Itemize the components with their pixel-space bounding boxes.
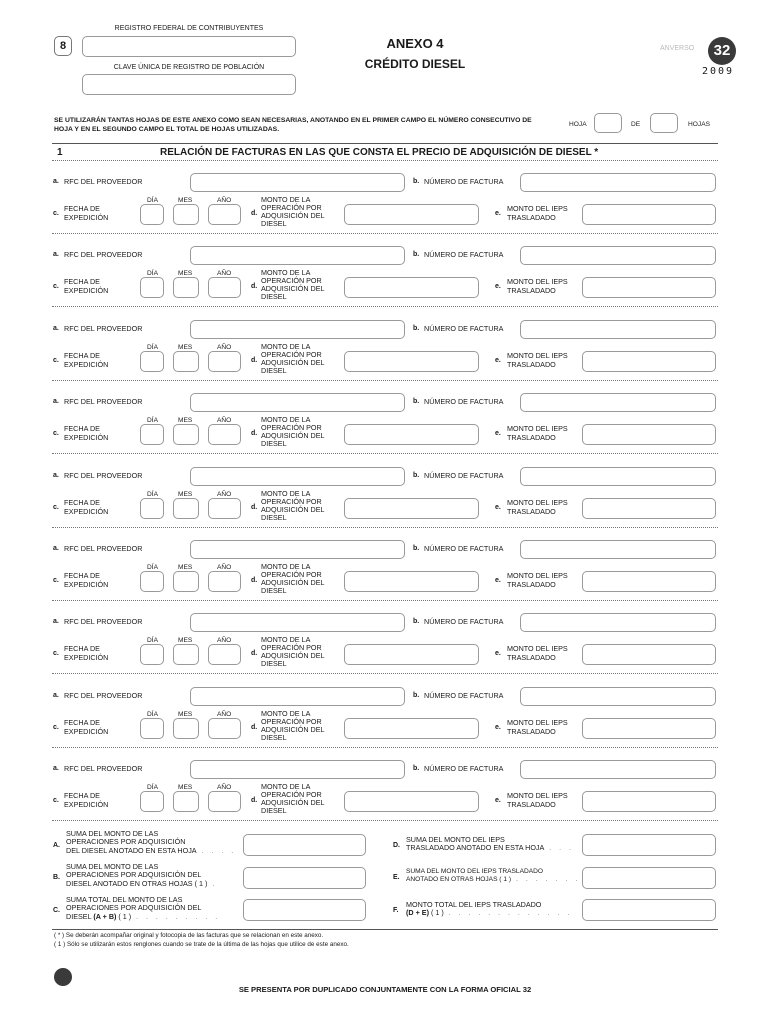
anio-label: AÑO xyxy=(217,710,232,718)
mes-input[interactable] xyxy=(173,718,199,739)
record-separator xyxy=(52,600,718,601)
record-separator xyxy=(52,747,718,748)
rfc-proveedor-input[interactable] xyxy=(190,687,405,706)
dia-input[interactable] xyxy=(140,498,164,519)
fecha-letter: c. xyxy=(53,283,59,291)
monto-label-4: DIESEL xyxy=(261,439,287,449)
dia-input[interactable] xyxy=(140,351,164,372)
numero-factura-input[interactable] xyxy=(520,540,716,559)
rfc-letter: a. xyxy=(53,251,59,259)
record-separator xyxy=(52,820,718,821)
ieps-label-1: MONTO DEL IEPS xyxy=(507,277,568,287)
numero-factura-label: NÚMERO DE FACTURA xyxy=(424,397,504,407)
ieps-label-1: MONTO DEL IEPS xyxy=(507,717,568,727)
rfc-letter: a. xyxy=(53,765,59,773)
form-number-badge: 8 xyxy=(54,36,72,56)
fecha-label-1: FECHA DE xyxy=(64,497,100,507)
monto-label-4: DIESEL xyxy=(261,292,287,302)
numero-factura-label: NÚMERO DE FACTURA xyxy=(424,544,504,553)
rfc-letter: a. xyxy=(53,324,59,332)
monto-label-3: ADQUISICIÓN DEL xyxy=(261,431,325,441)
monto-label-2: OPERACIÓN POR xyxy=(261,203,322,212)
monto-label-4: DIESEL xyxy=(261,732,287,742)
monto-letter: d. xyxy=(251,797,258,805)
monto-operacion-input[interactable] xyxy=(344,424,479,445)
ieps-letter: e. xyxy=(495,210,501,217)
anverso-label: ANVERSO xyxy=(660,45,695,52)
dia-label: DÍA xyxy=(147,490,158,498)
numero-factura-label: NÚMERO DE FACTURA xyxy=(424,470,504,480)
total-a-label xyxy=(66,830,236,856)
ieps-label-2: TRASLADADO xyxy=(507,286,556,296)
anio-input[interactable] xyxy=(208,498,241,519)
total-f-letter: F. xyxy=(393,907,399,914)
instructions-text: SE UTILIZARÁN TANTAS HOJAS DE ESTE ANEXO COMO SEAN NECESARIAS, ANOTANDO EN EL PRIMER CAMPO EL NÚMERO CONSECUTIVO DE HOJA Y EN EL SEGUNDO CAMPO EL TOTAL DE HOJAS UTILIZADAS. xyxy=(54,117,532,133)
rfc-proveedor-input[interactable] xyxy=(190,540,405,559)
dia-input[interactable] xyxy=(140,424,164,445)
monto-label-1: MONTO DE LA xyxy=(261,415,311,425)
dia-label: DÍA xyxy=(147,197,158,204)
fecha-label-2: EXPEDICIÓN xyxy=(64,359,109,369)
monto-label-2: OPERACIÓN POR xyxy=(261,790,322,800)
record-separator xyxy=(52,233,718,234)
dia-label: DÍA xyxy=(147,417,158,425)
fecha-label-1: FECHA DE xyxy=(64,644,100,654)
curp-label: CLAVE ÚNICA DE REGISTRO DE POBLACIÓN xyxy=(113,64,265,71)
monto-label-4: DIESEL xyxy=(261,512,287,522)
total-c-line1: SUMA TOTAL DEL MONTO DE LAS xyxy=(66,895,183,904)
mes-input[interactable] xyxy=(173,791,199,812)
total-d-letter: D. xyxy=(393,842,400,849)
mes-input[interactable] xyxy=(173,424,199,445)
numero-factura-input[interactable] xyxy=(520,467,716,486)
mes-input[interactable] xyxy=(173,571,199,592)
ieps-label-1: MONTO DEL IEPS xyxy=(507,204,568,213)
fecha-label-2: EXPEDICIÓN xyxy=(64,653,109,663)
monto-operacion-input[interactable] xyxy=(344,351,479,372)
mes-label: MES xyxy=(178,784,193,792)
monto-ieps-input[interactable] xyxy=(582,424,716,445)
monto-letter: d. xyxy=(251,577,258,584)
monto-label-3: ADQUISICIÓN DEL xyxy=(261,798,325,808)
monto-ieps-input[interactable] xyxy=(582,277,716,298)
fecha-letter: c. xyxy=(53,210,59,217)
ieps-letter: e. xyxy=(495,723,501,731)
monto-letter: d. xyxy=(251,430,258,438)
mes-label: MES xyxy=(178,710,193,718)
monto-label-1: MONTO DE LA xyxy=(261,635,311,645)
curp-input[interactable] xyxy=(82,74,296,95)
total-e-line2: ANOTADO EN OTRAS HOJAS ( 1 ) . . . . . . . xyxy=(406,876,581,883)
monto-operacion-input[interactable] xyxy=(344,718,479,739)
monto-label-3: ADQUISICIÓN DEL xyxy=(261,284,325,294)
monto-label-1: MONTO DE LA xyxy=(261,782,311,792)
monto-label-1: MONTO DE LA xyxy=(261,708,311,718)
factura-letter: b. xyxy=(413,398,420,406)
mes-label: MES xyxy=(178,637,193,645)
total-e-label xyxy=(406,868,580,884)
rfc-proveedor-label: RFC DEL PROVEEDOR xyxy=(64,323,143,333)
form-title: ANEXO 4 xyxy=(386,36,444,51)
monto-label-3: ADQUISICIÓN DEL xyxy=(261,651,325,661)
monto-operacion-input[interactable] xyxy=(344,204,479,225)
fecha-label-1: FECHA DE xyxy=(64,424,100,434)
monto-letter: d. xyxy=(251,723,258,731)
ieps-label-1: MONTO DEL IEPS xyxy=(507,424,568,434)
total-c-label xyxy=(66,896,220,922)
total-a-line2: OPERACIONES POR ADQUISICIÓN xyxy=(66,837,186,847)
anio-label: AÑO xyxy=(217,417,232,425)
total-f-label xyxy=(406,901,572,919)
dia-label: DÍA xyxy=(147,710,158,718)
monto-label-2: OPERACIÓN POR xyxy=(261,496,322,506)
monto-label-3: ADQUISICIÓN DEL xyxy=(261,211,325,220)
mes-input[interactable] xyxy=(173,498,199,519)
fecha-label-1: FECHA DE xyxy=(64,791,100,801)
ieps-letter: e. xyxy=(495,577,501,584)
total-d-label xyxy=(406,836,574,854)
section-title: RELACIÓN DE FACTURAS EN LAS QUE CONSTA EL PRECIO DE ADQUISICIÓN DE DIESEL * xyxy=(160,147,599,158)
anio-input[interactable] xyxy=(208,204,241,225)
monto-operacion-input[interactable] xyxy=(344,498,479,519)
section-top-rule xyxy=(52,143,718,144)
factura-letter: b. xyxy=(413,545,420,552)
monto-letter: d. xyxy=(251,283,258,291)
monto-letter: d. xyxy=(251,210,258,217)
monto-label-2: OPERACIÓN POR xyxy=(261,570,322,579)
anio-input[interactable] xyxy=(208,644,241,665)
numero-factura-label: NÚMERO DE FACTURA xyxy=(424,250,504,260)
total-b-line2: OPERACIONES POR ADQUISICIÓN DEL xyxy=(66,870,202,880)
rfc-proveedor-label: RFC DEL PROVEEDOR xyxy=(64,690,143,700)
ieps-label-1: MONTO DEL IEPS xyxy=(507,571,568,580)
numero-factura-label: NÚMERO DE FACTURA xyxy=(424,177,504,186)
rfc-proveedor-input[interactable] xyxy=(190,173,405,192)
dia-label: DÍA xyxy=(147,784,158,792)
mes-label: MES xyxy=(178,490,193,498)
record-separator xyxy=(52,306,718,307)
numero-factura-label: NÚMERO DE FACTURA xyxy=(424,764,504,774)
section-bottom-rule xyxy=(52,160,718,161)
anio-label: AÑO xyxy=(217,784,232,792)
total-e-line1: SUMA DEL MONTO DEL IEPS TRASLADADO xyxy=(406,868,544,875)
rfc-input[interactable] xyxy=(82,36,296,57)
monto-label-2: OPERACIÓN POR xyxy=(261,643,322,653)
anio-input[interactable] xyxy=(208,571,241,592)
rfc-letter: a. xyxy=(53,691,59,699)
monto-operacion-input[interactable] xyxy=(344,277,479,298)
monto-ieps-input[interactable] xyxy=(582,204,716,225)
numero-factura-input[interactable] xyxy=(520,613,716,632)
factura-letter: b. xyxy=(413,691,420,699)
numero-factura-input[interactable] xyxy=(520,393,716,412)
total-b-line3: DIESEL ANOTADO EN OTRAS HOJAS ( 1 ) . xyxy=(66,878,218,888)
section-number: 1 xyxy=(57,147,63,158)
ieps-label-1: MONTO DEL IEPS xyxy=(507,791,568,801)
ieps-label-2: TRASLADADO xyxy=(507,433,556,443)
mes-label: MES xyxy=(178,564,193,571)
total-f-line2: (D + E) ( 1 ) . . . . . . . . . . . . . xyxy=(406,908,573,918)
de-label: DE xyxy=(631,121,641,128)
monto-label-1: MONTO DE LA xyxy=(261,341,311,351)
total-b-line1: SUMA DEL MONTO DE LAS xyxy=(66,862,159,871)
factura-letter: b. xyxy=(413,178,420,185)
monto-ieps-input[interactable] xyxy=(582,718,716,739)
hoja-input[interactable] xyxy=(594,113,622,133)
fecha-label-2: EXPEDICIÓN xyxy=(64,213,109,222)
monto-ieps-input[interactable] xyxy=(582,351,716,372)
rfc-proveedor-input[interactable] xyxy=(190,467,405,486)
mes-label: MES xyxy=(178,197,193,204)
monto-label-2: OPERACIÓN POR xyxy=(261,276,322,286)
anio-label: AÑO xyxy=(217,637,232,645)
ieps-label-2: TRASLADADO xyxy=(507,653,556,663)
fecha-letter: c. xyxy=(53,503,59,511)
monto-label-3: ADQUISICIÓN DEL xyxy=(261,578,325,587)
anio-input[interactable] xyxy=(208,791,241,812)
monto-ieps-input[interactable] xyxy=(582,498,716,519)
monto-label-1: MONTO DE LA xyxy=(261,268,311,278)
monto-operacion-input[interactable] xyxy=(344,644,479,665)
fecha-label-1: FECHA DE xyxy=(64,350,100,360)
total-a-line3: DEL DIESEL ANOTADO EN ESTA HOJA . . . . xyxy=(66,845,237,855)
dia-label: DÍA xyxy=(147,637,158,645)
ieps-label-2: TRASLADADO xyxy=(507,580,556,589)
factura-letter: b. xyxy=(413,251,420,259)
total-c-line3: DIESEL (A + B) ( 1 ) . . . . . . . . . xyxy=(66,911,221,921)
rfc-proveedor-label: RFC DEL PROVEEDOR xyxy=(64,617,143,627)
total-d-line2: TRASLADADO ANOTADO EN ESTA HOJA . . . xyxy=(406,843,574,853)
monto-label-4: DIESEL xyxy=(261,659,287,669)
rfc-proveedor-input[interactable] xyxy=(190,613,405,632)
fecha-letter: c. xyxy=(53,577,59,584)
rfc-letter: a. xyxy=(53,178,59,185)
registration-mark xyxy=(54,968,72,986)
ieps-letter: e. xyxy=(495,283,501,291)
dia-input[interactable] xyxy=(140,571,164,592)
numero-factura-input[interactable] xyxy=(520,246,716,265)
rfc-label: REGISTRO FEDERAL DE CONTRIBUYENTES xyxy=(114,25,264,32)
factura-letter: b. xyxy=(413,471,420,479)
total-b-input[interactable] xyxy=(243,867,366,889)
mes-label: MES xyxy=(178,417,193,425)
anio-label: AÑO xyxy=(217,197,232,204)
mes-label: MES xyxy=(178,343,193,351)
rfc-proveedor-label: RFC DEL PROVEEDOR xyxy=(64,764,143,774)
ieps-label-2: TRASLADADO xyxy=(507,506,556,516)
monto-letter: d. xyxy=(251,356,258,364)
anio-label: AÑO xyxy=(217,564,232,571)
monto-label-2: OPERACIÓN POR xyxy=(261,349,322,359)
monto-label-1: MONTO DE LA xyxy=(261,562,311,571)
fecha-letter: c. xyxy=(53,356,59,364)
numero-factura-label: NÚMERO DE FACTURA xyxy=(424,690,504,700)
ieps-letter: e. xyxy=(495,356,501,364)
anio-label: AÑO xyxy=(217,343,232,351)
year-label: 2009 xyxy=(702,66,735,77)
record-separator xyxy=(52,527,718,528)
anio-input[interactable] xyxy=(208,351,241,372)
numero-factura-input[interactable] xyxy=(520,173,716,192)
fecha-letter: c. xyxy=(53,797,59,805)
monto-letter: d. xyxy=(251,650,258,658)
monto-label-3: ADQUISICIÓN DEL xyxy=(261,724,325,734)
factura-letter: b. xyxy=(413,765,420,773)
footnote-star: ( * ) Se deberán acompañar original y fotocopia de las facturas que se relacionan en este anexo. xyxy=(54,932,324,939)
anio-label: AÑO xyxy=(217,490,232,498)
factura-letter: b. xyxy=(413,618,420,626)
dia-input[interactable] xyxy=(140,718,164,739)
monto-label-4: DIESEL xyxy=(261,586,287,595)
fecha-label-2: EXPEDICIÓN xyxy=(64,433,109,443)
footer-text: SE PRESENTA POR DUPLICADO CONJUNTAMENTE CON LA FORMA OFICIAL 32 xyxy=(238,985,532,994)
footnote-one: ( 1 ) Sólo se utilizarán estos renglones cuando se trate de la última de las hojas que utilice de este anexo. xyxy=(54,941,349,948)
fecha-label-2: EXPEDICIÓN xyxy=(64,726,109,736)
monto-label-2: OPERACIÓN POR xyxy=(261,716,322,726)
ieps-letter: e. xyxy=(495,430,501,438)
total-e-letter: E. xyxy=(393,874,400,881)
numero-factura-label: NÚMERO DE FACTURA xyxy=(424,617,504,627)
total-f-input[interactable] xyxy=(582,899,716,921)
numero-factura-input[interactable] xyxy=(520,320,716,339)
rfc-letter: a. xyxy=(53,398,59,406)
monto-label-4: DIESEL xyxy=(261,806,287,816)
factura-letter: b. xyxy=(413,324,420,332)
totals-bottom-rule xyxy=(52,929,718,930)
monto-ieps-input[interactable] xyxy=(582,644,716,665)
monto-operacion-input[interactable] xyxy=(344,791,479,812)
total-c-letter: C. xyxy=(53,907,60,914)
total-c-line2: OPERACIONES POR ADQUISICIÓN DEL xyxy=(66,903,202,913)
anio-label: AÑO xyxy=(217,270,232,278)
rfc-proveedor-input[interactable] xyxy=(190,393,405,412)
rfc-letter: a. xyxy=(53,545,59,552)
rfc-proveedor-label: RFC DEL PROVEEDOR xyxy=(64,177,143,186)
ieps-letter: e. xyxy=(495,650,501,658)
ieps-label-1: MONTO DEL IEPS xyxy=(507,350,568,360)
monto-ieps-input[interactable] xyxy=(582,571,716,592)
rfc-proveedor-input[interactable] xyxy=(190,320,405,339)
numero-factura-input[interactable] xyxy=(520,687,716,706)
numero-factura-label: NÚMERO DE FACTURA xyxy=(424,323,504,333)
record-separator xyxy=(52,453,718,454)
rfc-proveedor-input[interactable] xyxy=(190,760,405,779)
dia-label: DÍA xyxy=(147,564,158,571)
monto-label-3: ADQUISICIÓN DEL xyxy=(261,504,325,514)
numero-factura-input[interactable] xyxy=(520,760,716,779)
dia-input[interactable] xyxy=(140,277,164,298)
fecha-label-1: FECHA DE xyxy=(64,204,100,213)
page-badge: 32 xyxy=(708,37,736,65)
mes-input[interactable] xyxy=(173,277,199,298)
total-e-input[interactable] xyxy=(582,867,716,889)
total-d-line1: SUMA DEL MONTO DEL IEPS xyxy=(406,835,505,844)
fecha-label-2: EXPEDICIÓN xyxy=(64,800,109,810)
form-subtitle: CRÉDITO DIESEL xyxy=(364,57,466,71)
ieps-label-2: TRASLADADO xyxy=(507,800,556,810)
mes-input[interactable] xyxy=(173,351,199,372)
monto-label-4: DIESEL xyxy=(261,365,287,375)
monto-label-3: ADQUISICIÓN DEL xyxy=(261,357,325,367)
total-c-input[interactable] xyxy=(243,899,366,921)
total-a-line1: SUMA DEL MONTO DE LAS xyxy=(66,829,159,838)
record-separator xyxy=(52,380,718,381)
hoja-label: HOJA xyxy=(569,121,587,128)
total-a-input[interactable] xyxy=(243,834,366,856)
anio-input[interactable] xyxy=(208,277,241,298)
monto-letter: d. xyxy=(251,503,258,511)
mes-label: MES xyxy=(178,270,193,278)
rfc-proveedor-label: RFC DEL PROVEEDOR xyxy=(64,470,143,480)
fecha-letter: c. xyxy=(53,650,59,658)
fecha-label-1: FECHA DE xyxy=(64,277,100,287)
fecha-label-2: EXPEDICIÓN xyxy=(64,580,109,589)
rfc-proveedor-label: RFC DEL PROVEEDOR xyxy=(64,544,143,553)
ieps-label-1: MONTO DEL IEPS xyxy=(507,497,568,507)
total-f-line1: MONTO TOTAL DEL IEPS TRASLADADO xyxy=(406,900,542,909)
dia-label: DÍA xyxy=(147,270,158,278)
dia-input[interactable] xyxy=(140,204,164,225)
total-d-input[interactable] xyxy=(582,834,716,856)
monto-ieps-input[interactable] xyxy=(582,791,716,812)
rfc-letter: a. xyxy=(53,618,59,626)
hojas-label: HOJAS xyxy=(688,121,710,128)
fecha-letter: c. xyxy=(53,430,59,438)
ieps-label-2: TRASLADADO xyxy=(507,213,556,222)
fecha-label-1: FECHA DE xyxy=(64,717,100,727)
dia-label: DÍA xyxy=(147,343,158,351)
monto-label-1: MONTO DE LA xyxy=(261,488,311,498)
dia-input[interactable] xyxy=(140,791,164,812)
anio-input[interactable] xyxy=(208,424,241,445)
monto-label-4: DIESEL xyxy=(261,219,287,228)
ieps-letter: e. xyxy=(495,503,501,511)
mes-input[interactable] xyxy=(173,204,199,225)
ieps-letter: e. xyxy=(495,797,501,805)
monto-operacion-input[interactable] xyxy=(344,571,479,592)
total-hojas-input[interactable] xyxy=(650,113,678,133)
rfc-letter: a. xyxy=(53,471,59,479)
dia-input[interactable] xyxy=(140,644,164,665)
fecha-label-2: EXPEDICIÓN xyxy=(64,286,109,296)
fecha-letter: c. xyxy=(53,723,59,731)
ieps-label-1: MONTO DEL IEPS xyxy=(507,644,568,654)
fecha-label-2: EXPEDICIÓN xyxy=(64,506,109,516)
monto-label-1: MONTO DE LA xyxy=(261,195,311,204)
rfc-proveedor-input[interactable] xyxy=(190,246,405,265)
total-b-label xyxy=(66,863,217,889)
fecha-label-1: FECHA DE xyxy=(64,571,100,580)
rfc-proveedor-label: RFC DEL PROVEEDOR xyxy=(64,250,143,260)
total-a-letter: A. xyxy=(53,842,60,849)
total-b-letter: B. xyxy=(53,874,60,881)
record-separator xyxy=(52,673,718,674)
rfc-proveedor-label: RFC DEL PROVEEDOR xyxy=(64,397,143,407)
ieps-label-2: TRASLADADO xyxy=(507,726,556,736)
monto-label-2: OPERACIÓN POR xyxy=(261,423,322,433)
mes-input[interactable] xyxy=(173,644,199,665)
anio-input[interactable] xyxy=(208,718,241,739)
ieps-label-2: TRASLADADO xyxy=(507,359,556,369)
